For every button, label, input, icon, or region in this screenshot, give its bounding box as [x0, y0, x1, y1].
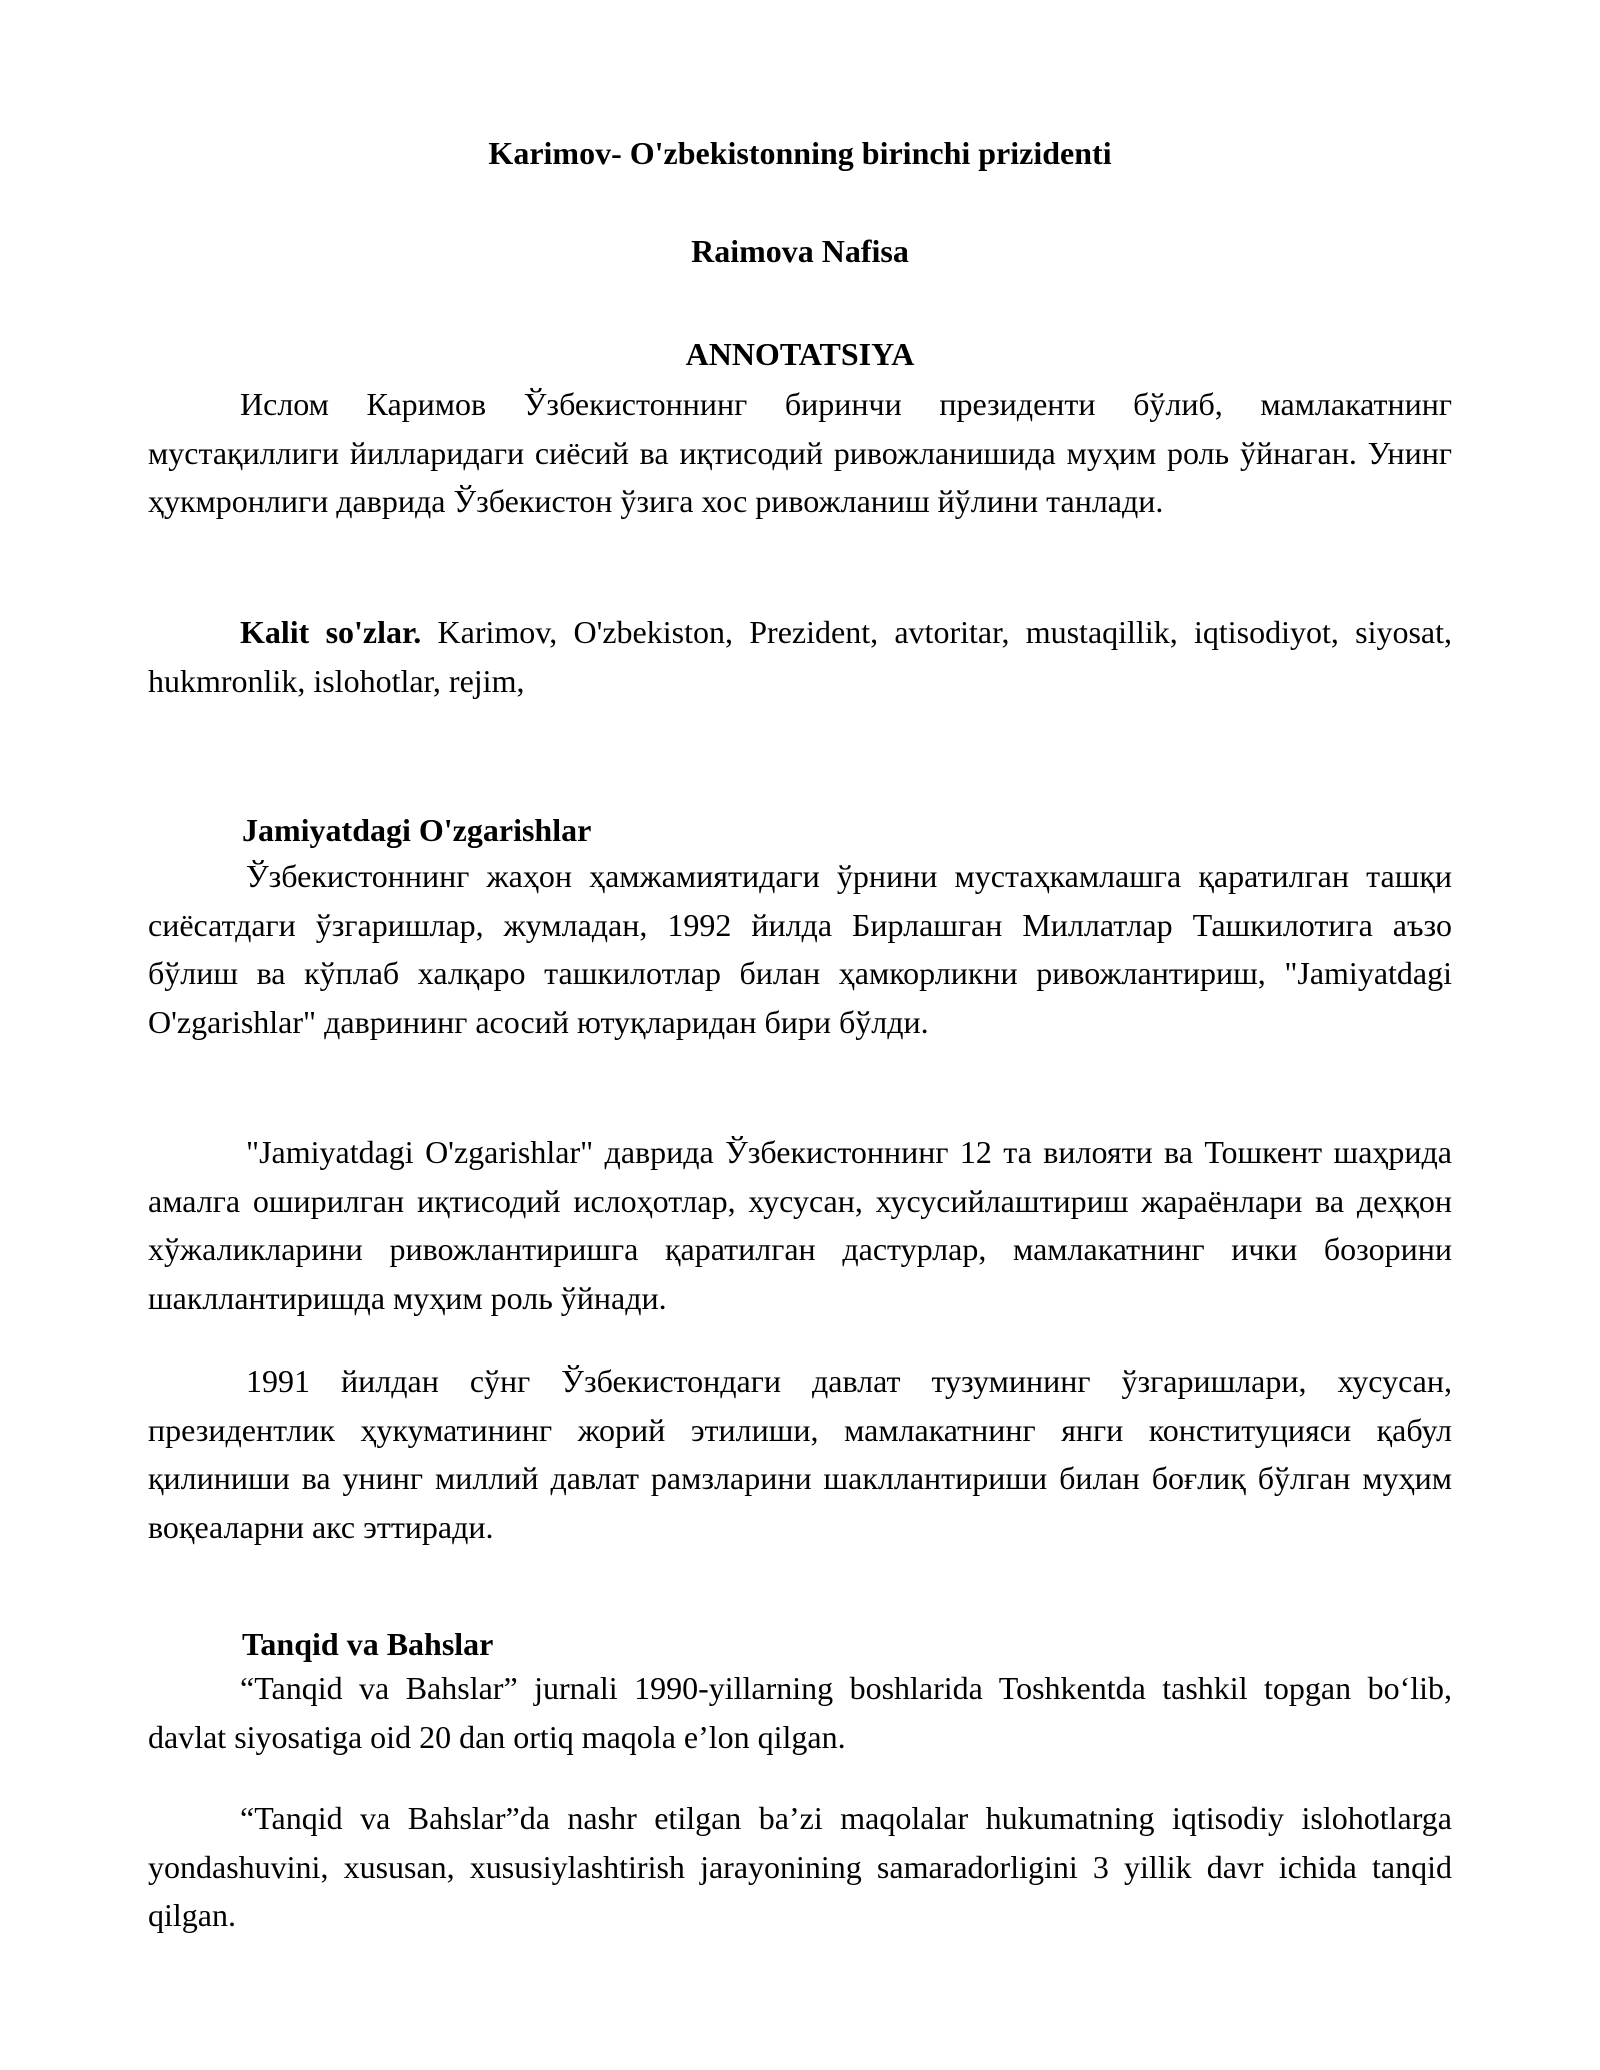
section2-paragraph-1: “Tanqid va Bahslar” jurnali 1990-yillarning boshlarida Toshkentda tashkil topgan bo‘lib, davlat siyosatiga oid 20 dan ortiq maqola e’lon qilgan. [148, 1670, 1452, 1755]
section1-paragraph-1: Ўзбекистоннинг жаҳон ҳамжамиятидаги ўрнини мустаҳкамлашга қаратилган ташқи сиёсатдаги ўзгаришлар, жумладан, 1992 йилда Бирлашган Миллатлар Ташкилотига аъзо бўлиш ва кўплаб халқаро ташкилотлар билан ҳамкорликни ривожлантириш, "Jamiyatdagi O'zgarishlar" даврининг асосий ютуқларидан бири бўлди. [148, 858, 1452, 1040]
annotation-heading: ANNOTATSIYA [685, 336, 915, 372]
section1-paragraph-2: "Jamiyatdagi O'zgarishlar" даврида Ўзбекистоннинг 12 та вилояти ва Тошкент шаҳрида амалга оширилган иқтисодий ислоҳотлар, хусусан, хусусийлаштириш жараёнлари ва деҳқон хўжаликларини ривожлантиришга қаратилган дастурлар, мамлакатнинг ички бозорини шакллантиришда муҳим роль ўйнади. [148, 1134, 1452, 1316]
keywords-paragraph [148, 608, 1452, 705]
section-heading-jamiyatdagi: Jamiyatdagi O'zgarishlar [242, 812, 592, 848]
annotation-text: Ислом Каримов Ўзбекистоннинг биринчи президенти бўлиб, мамлакатнинг мустақиллиги йилларидаги сиёсий ва иқтисодий ривожланишида муҳим роль ўйнаган. Унинг ҳукмронлиги даврида Ўзбекистон ўзига хос ривожланиш йўлини танлади. [148, 386, 1452, 519]
section2-paragraph-2: “Tanqid va Bahslar”da nashr etilgan ba’zi maqolalar hukumatning iqtisodiy islohotlarga yondashuvini, xususan, xususiylashtirish jarayonining samaradorligini 3 yillik davr ichida tanqid qilgan. [148, 1800, 1452, 1933]
author-name: Raimova Nafisa [691, 233, 909, 269]
keywords-text: Karimov, O'zbekiston, Prezident, avtoritar, mustaqillik, iqtisodiyot, siyosat, hukmronlik, islohotlar, rejim, [148, 614, 1453, 699]
section-heading-tanqid: Tanqid va Bahslar [242, 1626, 494, 1662]
document-title: Karimov- O'zbekistonning birinchi prizidenti [488, 135, 1112, 171]
section1-paragraph-3: 1991 йилдан сўнг Ўзбекистондаги давлат тузумининг ўзгаришлари, хусусан, президентлик ҳукуматининг жорий этилиши, мамлакатнинг янги конституцияси қабул қилиниши ва унинг миллий давлат рамзларини шакллантириши билан боғлиқ бўлган муҳим воқеаларни акс эттиради. [148, 1363, 1452, 1545]
keywords-label: Kalit so'zlar. [240, 614, 422, 650]
